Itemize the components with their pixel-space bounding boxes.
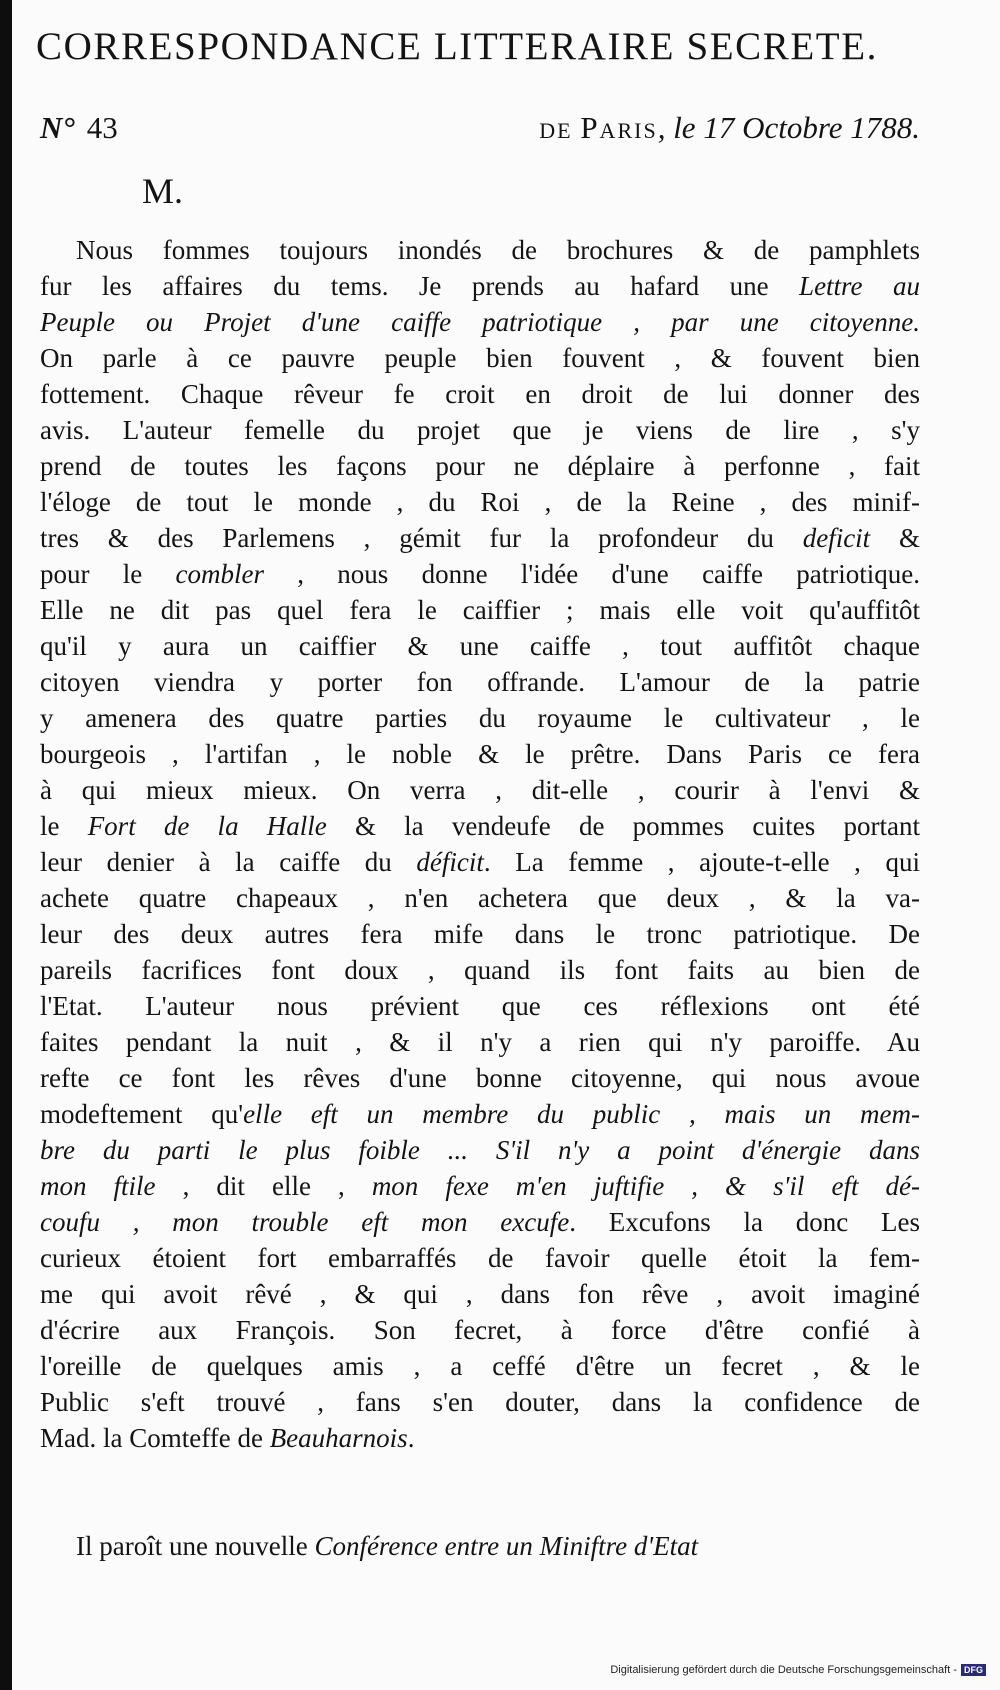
italic-run: mon fexe m'en juftifie , & s'il eft dé-: [371, 1171, 920, 1201]
text-line: [40, 304, 920, 340]
paragraph-main: [40, 232, 920, 1456]
text-line: [40, 592, 920, 628]
text-line: [40, 1276, 920, 1312]
italic-run: Lettre au: [799, 271, 920, 301]
text-line: [40, 1312, 920, 1348]
text-run: Il paroît une nouvelle: [76, 1531, 315, 1561]
text-line: [40, 484, 920, 520]
text-run: l'Etat. L'auteur nous prévient que ces réflexions ont été: [40, 991, 920, 1021]
book-spine-shadow: [0, 0, 12, 1690]
text-run: citoyen viendra y porter fon offrande. L'amour de la patrie: [40, 667, 920, 697]
text-run: y amenera des quatre parties du royaume le cultivateur , le: [40, 703, 920, 733]
text-run: . La femme , ajoute-t-elle , qui: [483, 847, 920, 877]
date-value: 17 Octobre 1788.: [703, 110, 920, 145]
text-run: d'écrire aux François. Son fecret, à force d'être confié à: [40, 1315, 920, 1345]
text-run: le: [40, 811, 88, 841]
text-run: fur les affaires du tems. Je prends au hafard une: [40, 271, 800, 301]
text-line: [40, 1096, 920, 1132]
place-and-date: [539, 110, 920, 146]
text-run: . Excufons la donc Les: [569, 1207, 920, 1237]
text-run: prend de toutes les façons pour ne déplaire à perfonne , fait: [40, 451, 920, 481]
text-run: &: [870, 523, 920, 553]
text-run: Mad. la Comteffe de: [40, 1423, 270, 1453]
text-line: [40, 880, 920, 916]
text-line: [40, 1384, 920, 1420]
text-run: & la vendeufe de pommes cuites portant: [326, 811, 920, 841]
text-line: [40, 556, 920, 592]
text-run: , dit elle ,: [155, 1171, 372, 1201]
text-line: [40, 520, 920, 556]
issue-number-value: 43: [86, 110, 118, 145]
text-run: .: [407, 1423, 415, 1453]
date-prefix: , le: [657, 110, 696, 145]
text-run: tres & des Parlemens , gémit fur la profondeur du: [40, 523, 803, 553]
text-line: [40, 232, 920, 268]
italic-run: Beauharnois: [269, 1423, 408, 1453]
text-run: fottement. Chaque rêveur fe croit en droit de lui donner des: [40, 379, 920, 409]
text-run: me qui avoit rêvé , & qui , dans fon rêve , avoit imaginé: [40, 1279, 920, 1309]
dateline: [40, 110, 920, 154]
text-line: [40, 808, 920, 844]
text-run: qu'il y aura un caiffier & une caiffe , tout auffitôt chaque: [40, 631, 920, 661]
paragraph-next: [40, 1528, 920, 1564]
text-line: [40, 1132, 920, 1168]
text-line: [40, 1420, 920, 1456]
text-run: On parle à ce pauvre peuple bien fouvent , & fouvent bien: [40, 343, 920, 373]
text-run: pour le: [40, 559, 176, 589]
text-run: Public s'eft trouvé , fans s'en douter, dans la confidence de: [40, 1387, 920, 1417]
text-run: à qui mieux mieux. On verra , dit-elle , courir à l'envi &: [40, 775, 920, 805]
text-run: curieux étoient fort embarraffés de favoir quelle étoit la fem-: [40, 1243, 920, 1273]
text-line: [40, 1168, 920, 1204]
text-line: [40, 628, 920, 664]
text-run: , nous donne l'idée d'une caiffe patriotique.: [264, 559, 920, 589]
text-line: [40, 376, 920, 412]
text-run: refte ce font les rêves d'une bonne citoyenne, qui nous avoue: [40, 1063, 920, 1093]
salutation: M.: [142, 171, 184, 211]
digitization-credit: [610, 1664, 986, 1680]
italic-run: bre du parti le plus foible ... S'il n'y a point d'énergie dans: [40, 1135, 920, 1165]
issue-number: [40, 110, 118, 146]
text-line: [40, 340, 920, 376]
text-run: achete quatre chapeaux , n'en achetera que deux , & la va-: [40, 883, 920, 913]
italic-run: Conférence entre un Miniftre d'Etat: [314, 1531, 699, 1561]
text-line: [40, 1060, 920, 1096]
text-run: pareils facrifices font doux , quand ils font faits au bien de: [40, 955, 920, 985]
italic-run: combler: [175, 559, 265, 589]
italic-run: Fort de la Halle: [87, 811, 327, 841]
text-run: Elle ne dit pas quel fera le caiffier ; mais elle voit qu'auffitôt: [40, 595, 920, 625]
italic-run: elle eft un membre du public , mais un mem-: [243, 1099, 920, 1129]
credit-text: Digitalisierung gefördert durch die Deutsche Forschungsgemeinschaft -: [610, 1664, 957, 1676]
book-page: [12, 0, 1000, 1690]
text-line: [40, 412, 920, 448]
text-run: faites pendant la nuit , & il n'y a rien qui n'y paroiffe. Au: [40, 1027, 920, 1057]
text-line: [40, 448, 920, 484]
italic-run: coufu , mon trouble eft mon excufe: [40, 1207, 570, 1237]
issue-number-prefix: N°: [40, 110, 75, 145]
place-name: Paris: [580, 110, 658, 145]
text-line: [40, 988, 920, 1024]
italic-run: déficit: [416, 847, 484, 877]
text-run: bourgeois , l'artifan , le noble & le prêtre. Dans Paris ce fera: [40, 739, 920, 769]
dfg-logo: DFG: [961, 1664, 986, 1676]
italic-run: mon ftile: [40, 1171, 156, 1201]
text-run: l'oreille de quelques amis , a ceffé d'être un fecret , & le: [40, 1351, 920, 1381]
text-line: [40, 664, 920, 700]
text-run: Nous fommes toujours inondés de brochures & de pamphlets: [76, 235, 920, 265]
text-line: [40, 1528, 920, 1564]
text-line: [40, 1204, 920, 1240]
text-line: [40, 736, 920, 772]
text-line: [40, 952, 920, 988]
text-line: [40, 916, 920, 952]
text-run: avis. L'auteur femelle du projet que je viens de lire , s'y: [40, 415, 920, 445]
text-line: [40, 268, 920, 304]
text-line: [40, 844, 920, 880]
italic-run: deficit: [802, 523, 871, 553]
page-title: CORRESPONDANCE LITTERAIRE SECRETE.: [36, 25, 878, 68]
text-run: l'éloge de tout le monde , du Roi , de la Reine , des minif-: [40, 487, 920, 517]
text-line: [40, 1024, 920, 1060]
text-run: modeftement qu': [40, 1099, 244, 1129]
place-prefix: de: [539, 110, 573, 145]
text-line: [40, 1348, 920, 1384]
text-line: [40, 1240, 920, 1276]
text-line: [40, 700, 920, 736]
text-run: leur denier à la caiffe du: [40, 847, 417, 877]
italic-run: Peuple ou Projet d'une caiffe patriotique , par une citoyenne.: [40, 307, 920, 337]
text-line: [40, 772, 920, 808]
text-run: leur des deux autres fera mife dans le tronc patriotique. De: [40, 919, 920, 949]
